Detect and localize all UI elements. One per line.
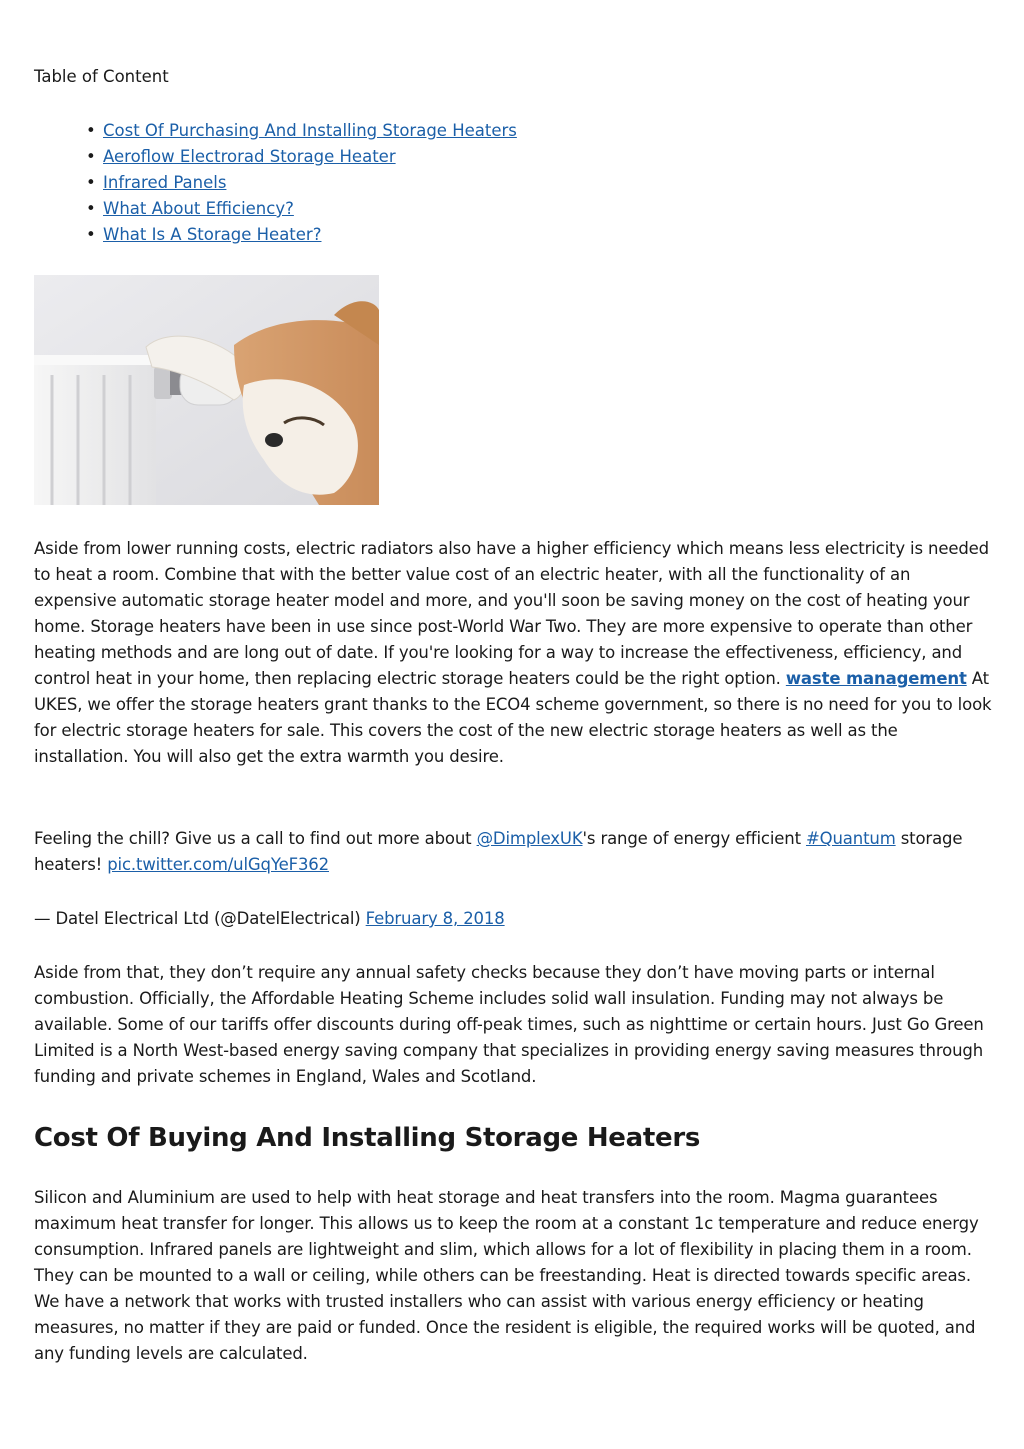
tweet-date-link[interactable]: February 8, 2018 — [365, 909, 505, 928]
toc-item — [86, 144, 517, 170]
toc-item — [86, 118, 517, 144]
toc-link-cost-of-purchasing[interactable]: Cost Of Purchasing And Installing Storage Heaters — [103, 121, 517, 140]
section-heading: Cost Of Buying And Installing Storage Heaters — [34, 1123, 701, 1153]
paragraph-text: Aside from lower running costs, electric radiators also have a higher efficiency which means less electricity is needed to heat a room. Combine that with the better value cost of an electric heater, with all the functionality of an expensive automatic storage heater model and more, and you'll soon be saving money on the cost of heating your home. Storage heaters have been in use since post-World War Two. They are more expensive to operate than other heating methods and are long out of date. If you're looking for a way to increase the effectiveness, efficiency, and control heat in your home, then replacing electric storage heaters could be the right option. — [34, 539, 989, 688]
dog-radiator-photo — [34, 275, 379, 505]
toc-link-what-is-storage-heater[interactable]: What Is A Storage Heater? — [103, 225, 322, 244]
toc-item — [86, 222, 517, 248]
article-paragraph-2: Aside from that, they don’t require any annual safety checks because they don’t have moving parts or internal combustion. Officially, the Affordable Heating Scheme includes solid wall insulation. Funding may not always be available. Some of our tariffs offer discounts during off-peak times, such as nighttime or certain hours. Just Go Green Limited is a North West-based energy saving company that specializes in providing energy saving measures through funding and private schemes in England, Wales and Scotland. — [34, 963, 984, 1086]
tweet-text: storage heaters! — [34, 829, 963, 874]
embedded-tweet-text — [34, 826, 992, 878]
toc-link-aeroflow[interactable]: Aeroflow Electrorad Storage Heater — [103, 147, 396, 166]
tweet-pic-link[interactable]: pic.twitter.com/ulGqYeF362 — [107, 855, 329, 874]
waste-management-link[interactable]: waste management — [785, 669, 967, 688]
paragraph-text: At UKES, we offer the storage heaters grant thanks to the ECO4 scheme government, so there is no need for you to look for electric storage heaters for sale. This covers the cost of the new electric storage heaters as well as the installation. You will also get the extra warmth you desire. — [34, 669, 992, 766]
toc-title: Table of Content — [34, 67, 169, 86]
tweet-author: — Datel Electrical Ltd (@DatelElectrical) — [34, 909, 366, 928]
tweet-text: 's range of energy efficient — [582, 829, 806, 848]
toc-link-efficiency[interactable]: What About Efficiency? — [103, 199, 294, 218]
toc-list — [86, 118, 517, 248]
toc-link-infrared-panels[interactable]: Infrared Panels — [103, 173, 227, 192]
tweet-attribution — [34, 906, 992, 932]
article-paragraph-3: Silicon and Aluminium are used to help with heat storage and heat transfers into the room. Magma guarantees maximum heat transfer for longer. This allows us to keep the room at a constant 1c temperature and reduce energy consumption. Infrared panels are lightweight and slim, which allows for a lot of flexibility in placing them in a room. They can be mounted to a wall or ceiling, while others can be freestanding. Heat is directed towards specific areas. We have a network that works with trusted installers who can assist with various energy efficiency or heating measures, no matter if they are paid or funded. Once the resident is eligible, the required works will be quoted, and any funding levels are calculated. — [34, 1188, 979, 1363]
tweet-text: Feeling the chill? Give us a call to find out more about — [34, 829, 477, 848]
article-paragraph-1 — [34, 536, 992, 770]
quantum-hashtag-link[interactable]: #Quantum — [805, 829, 896, 848]
toc-item — [86, 196, 517, 222]
toc-item — [86, 170, 517, 196]
dimplex-mention-link[interactable]: @DimplexUK — [476, 829, 583, 848]
